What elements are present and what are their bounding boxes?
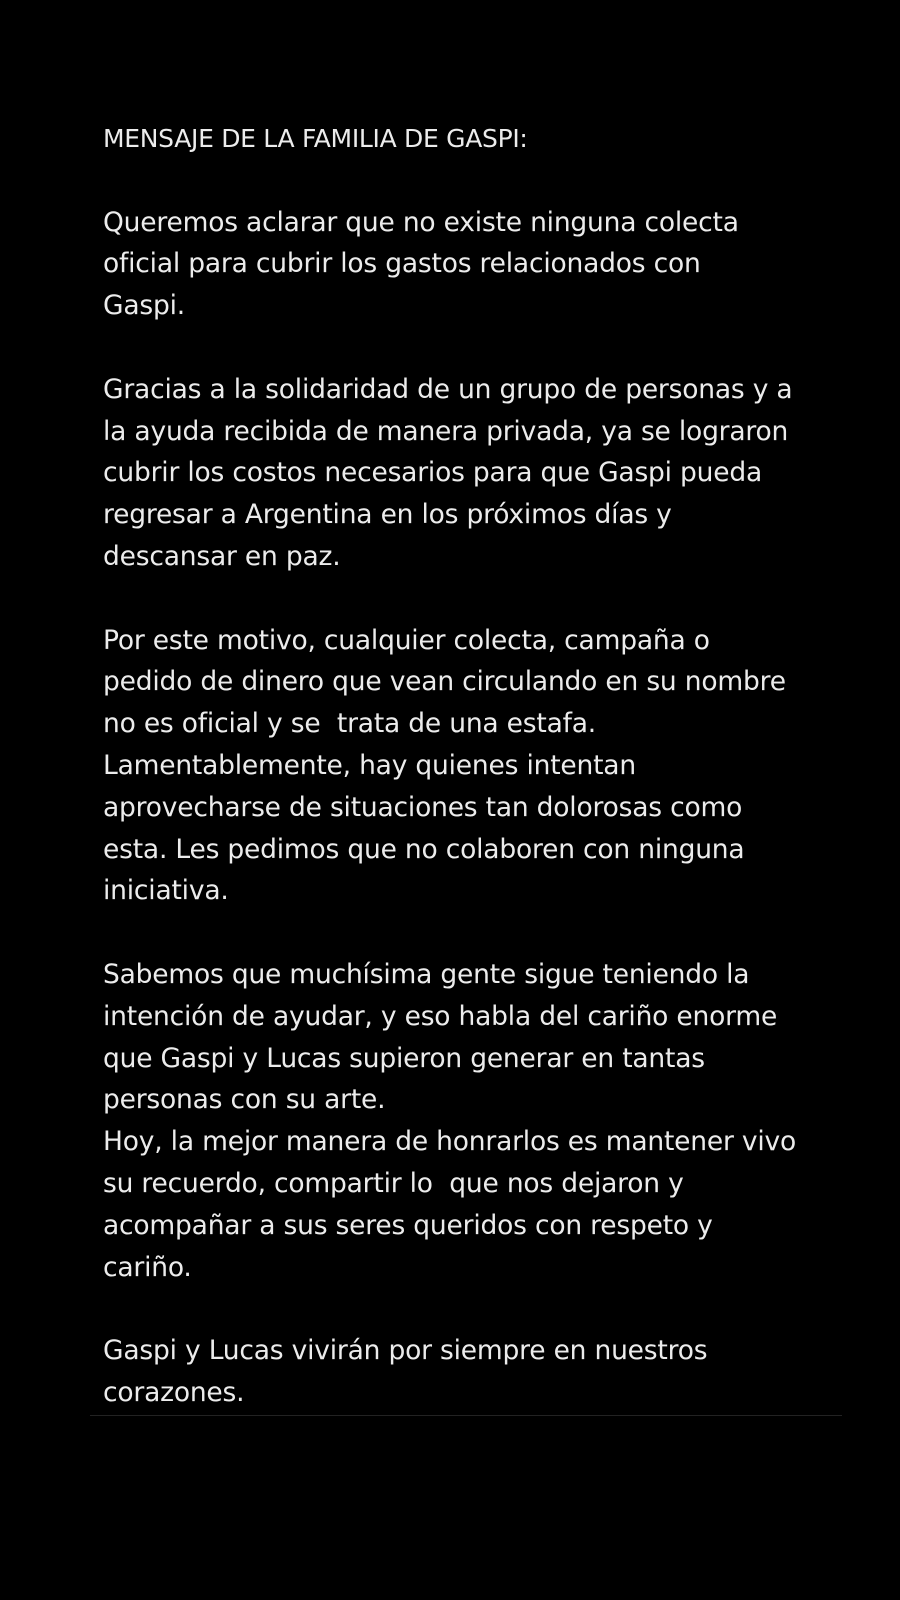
- text-line: la ayuda recibida de manera privada, ya se lograron: [103, 415, 789, 447]
- text-line: oficial para cubrir los gastos relacionados con: [103, 248, 701, 280]
- text-line: personas con su arte.: [103, 1084, 386, 1116]
- paragraph-1: [103, 202, 848, 327]
- text-line: cariño.: [103, 1251, 192, 1283]
- text-line: regresar a Argentina en los próximos días y: [103, 499, 672, 531]
- bottom-divider: [90, 1415, 842, 1416]
- text-line: Gaspi y Lucas vivirán por siempre en nuestros: [103, 1335, 708, 1367]
- message-body: [103, 118, 848, 1414]
- message-title: MENSAJE DE LA FAMILIA DE GASPI:: [103, 124, 528, 153]
- paragraph-gap: [103, 1288, 848, 1330]
- text-line: aprovecharse de situaciones tan dolorosas como: [103, 791, 743, 823]
- text-line: acompañar a sus seres queridos con respeto y: [103, 1209, 713, 1241]
- text-line: Lamentablemente, hay quienes intentan: [103, 749, 636, 781]
- paragraph-3: [103, 620, 848, 913]
- text-line: Por este motivo, cualquier colecta, campaña o: [103, 624, 710, 656]
- text-line: iniciativa.: [103, 875, 229, 907]
- text-line: su recuerdo, compartir lo que nos dejaron y: [103, 1167, 684, 1199]
- text-line: Gracias a la solidaridad de un grupo de personas y a: [103, 373, 793, 405]
- text-line: pedido de dinero que vean circulando en su nombre: [103, 666, 786, 698]
- text-line: Hoy, la mejor manera de honrarlos es mantener vivo: [103, 1126, 797, 1158]
- text-line: que Gaspi y Lucas supieron generar en tantas: [103, 1042, 705, 1074]
- text-line: descansar en paz.: [103, 540, 341, 572]
- paragraph-gap: [103, 578, 848, 620]
- paragraph-4: [103, 954, 848, 1288]
- text-line: Gaspi.: [103, 290, 185, 322]
- paragraph-gap: [103, 912, 848, 954]
- text-line: esta. Les pedimos que no colaboren con ninguna: [103, 833, 745, 865]
- paragraph-2: [103, 369, 848, 578]
- paragraph-gap: [103, 327, 848, 369]
- text-line: Queremos aclarar que no existe ninguna colecta: [103, 206, 739, 238]
- paragraph-5: [103, 1330, 848, 1414]
- text-line: cubrir los costos necesarios para que Gaspi pueda: [103, 457, 763, 489]
- text-line: intención de ayudar, y eso habla del cariño enorme: [103, 1000, 778, 1032]
- text-line: no es oficial y se trata de una estafa.: [103, 708, 597, 740]
- text-line: Sabemos que muchísima gente sigue teniendo la: [103, 958, 750, 990]
- text-line: corazones.: [103, 1376, 245, 1408]
- paragraph-gap: [103, 160, 848, 202]
